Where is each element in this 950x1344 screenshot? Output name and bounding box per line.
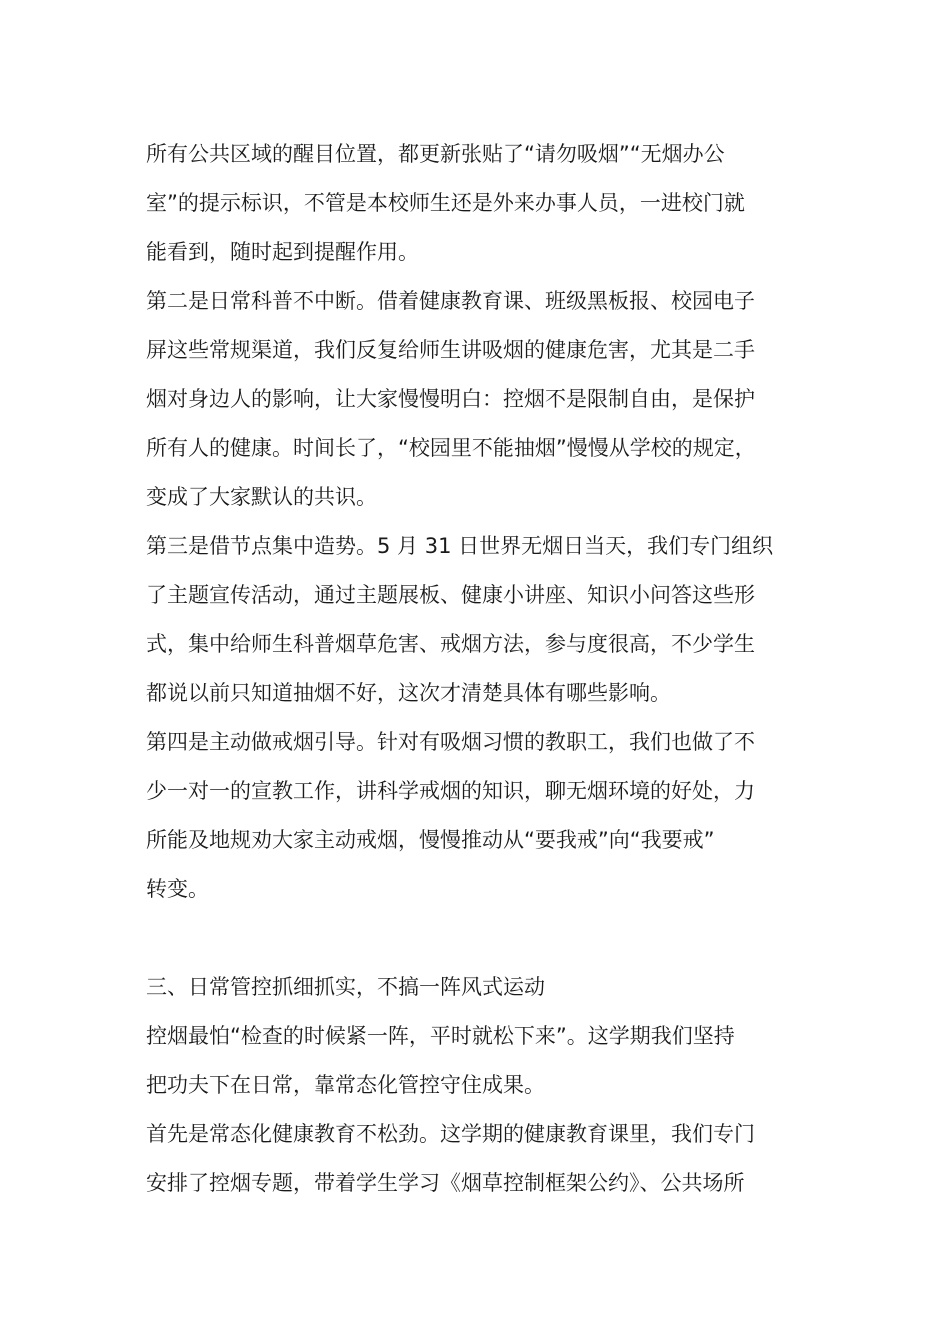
text-line: 第三是借节点集中造势。5 月 31 日世界无烟日当天，我们专门组织 xyxy=(146,534,774,558)
text-line: 第四是主动做戒烟引导。针对有吸烟习惯的教职工，我们也做了不 xyxy=(146,730,755,754)
text-line: 所有公共区域的醒目位置，都更新张贴了“请勿吸烟”“无烟办公 xyxy=(146,142,725,166)
text-line: 首先是常态化健康教育不松劲。这学期的健康教育课里，我们专门 xyxy=(146,1122,755,1146)
text-line: 屏这些常规渠道，我们反复给师生讲吸烟的健康危害，尤其是二手 xyxy=(146,338,755,362)
paragraph-health-education xyxy=(146,1110,836,1208)
paragraph-section-intro xyxy=(146,1012,836,1110)
text-line: 烟对身边人的影响，让大家慢慢明白：控烟不是限制自由，是保护 xyxy=(146,387,755,411)
text-line: 控烟最怕“检查的时候紧一阵，平时就松下来”。这学期我们坚持 xyxy=(146,1024,735,1048)
text-line: 少一对一的宣教工作，讲科学戒烟的知识，聊无烟环境的好处，力 xyxy=(146,779,755,803)
document-body xyxy=(146,130,836,1208)
paragraph-daily-science xyxy=(146,277,836,522)
text-line: 把功夫下在日常，靠常态化管控守住成果。 xyxy=(146,1073,545,1097)
blank-line xyxy=(146,914,836,963)
paragraph-quit-guidance xyxy=(146,718,836,914)
text-line: 式，集中给师生科普烟草危害、戒烟方法，参与度很高，不少学生 xyxy=(146,632,755,656)
text-line: 所有人的健康。时间长了，“校园里不能抽烟”慢慢从学校的规定， xyxy=(146,436,756,460)
text-line: 变成了大家默认的共识。 xyxy=(146,485,377,509)
text-line: 第二是日常科普不中断。借着健康教育课、班级黑板报、校园电子 xyxy=(146,289,755,313)
text-line: 室”的提示标识，不管是本校师生还是外来办事人员，一进校门就 xyxy=(146,191,745,215)
text-line: 所能及地规劝大家主动戒烟，慢慢推动从“要我戒”向“我要戒” xyxy=(146,828,715,852)
text-line: 转变。 xyxy=(146,877,209,901)
section-heading: 三、日常管控抓细抓实，不搞一阵风式运动 xyxy=(146,975,545,999)
paragraph-no-tobacco-day xyxy=(146,522,836,718)
paragraph-signage xyxy=(146,130,836,277)
text-line: 了主题宣传活动，通过主题展板、健康小讲座、知识小问答这些形 xyxy=(146,583,755,607)
text-line: 都说以前只知道抽烟不好，这次才清楚具体有哪些影响。 xyxy=(146,681,671,705)
text-line: 能看到，随时起到提醒作用。 xyxy=(146,240,419,264)
text-line: 安排了控烟专题，带着学生学习《烟草控制框架公约》、公共场所 xyxy=(146,1171,745,1195)
